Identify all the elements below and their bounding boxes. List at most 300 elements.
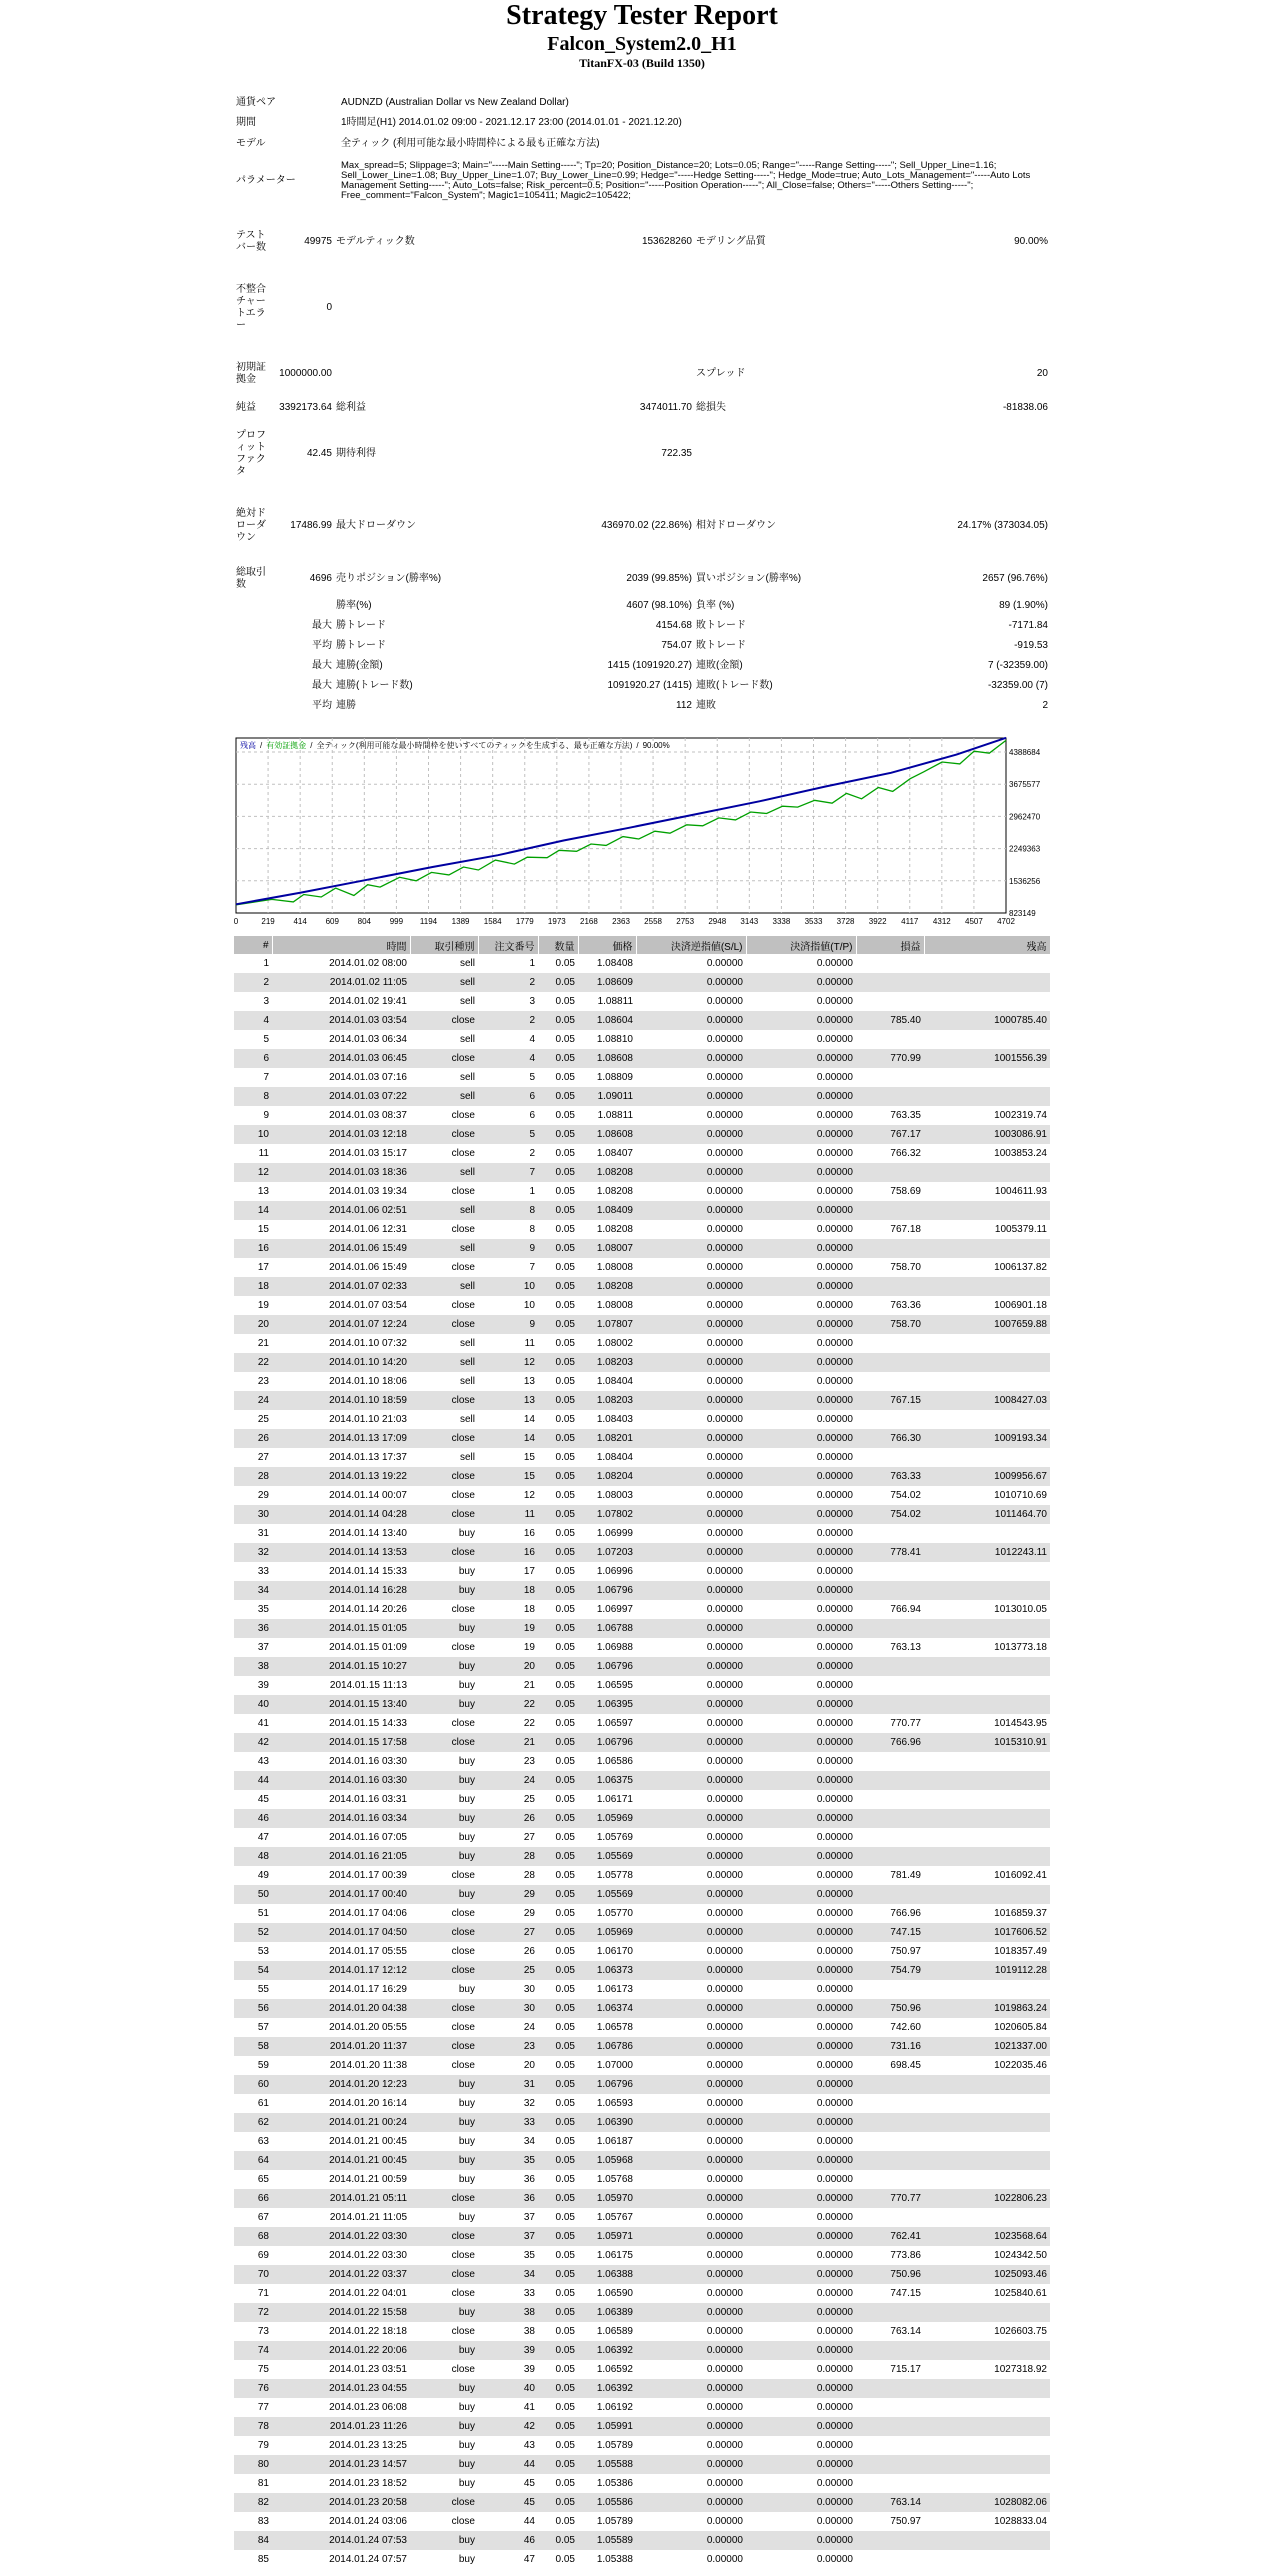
table-cell: 0.00000 — [746, 1087, 856, 1106]
table-cell: 24 — [234, 1391, 272, 1410]
table-cell: 0.05 — [538, 1049, 578, 1068]
table-cell: 6 — [478, 1087, 538, 1106]
table-cell: 1.08002 — [596, 1338, 633, 1349]
table-row — [234, 1581, 1050, 1600]
table-cell: 0.00000 — [636, 1391, 746, 1410]
table-cell — [924, 1239, 1050, 1258]
table-row — [234, 1524, 1050, 1543]
table-cell: 1.06988 — [596, 1642, 633, 1653]
table-cell: 1.06996 — [596, 1566, 633, 1577]
table-cell: 1.06592 — [596, 2364, 633, 2375]
table-cell: 25 — [478, 1961, 538, 1980]
table-cell: 2014.01.23 06:08 — [329, 2402, 407, 2413]
table-cell: 0.00000 — [746, 2455, 856, 2474]
table-cell: 0.00000 — [746, 1961, 856, 1980]
table-cell: 0.00000 — [816, 1566, 853, 1577]
table-cell: 0.00000 — [636, 1543, 746, 1562]
table-cell: 0.00000 — [636, 2493, 746, 2512]
table-cell: 0.00000 — [636, 2227, 746, 2246]
table-row — [234, 1695, 1050, 1714]
table-cell: 0.00000 — [706, 958, 743, 969]
table-cell — [924, 1334, 1050, 1353]
table-cell: 1.06392 — [578, 2379, 636, 2398]
table-cell: 747.15 — [856, 1923, 924, 1942]
table-cell: 2014.01.03 07:22 — [272, 1087, 410, 1106]
table-cell: sell — [410, 1163, 478, 1182]
table-cell — [856, 1410, 924, 1429]
table-cell: 1.06578 — [596, 2022, 633, 2033]
trades-value: 4696 — [309, 573, 332, 584]
table-cell: 43 — [257, 1756, 269, 1767]
table-cell: 0.00000 — [706, 2250, 743, 2261]
table-cell: 0.05 — [538, 1163, 578, 1182]
table-cell: 21 — [478, 1733, 538, 1752]
table-cell: 0.00000 — [636, 1885, 746, 1904]
table-cell: 1001556.39 — [924, 1049, 1050, 1068]
table-cell: buy — [410, 2303, 478, 2322]
table-cell: 0.05 — [538, 2037, 578, 2056]
table-cell: 35 — [257, 1604, 269, 1615]
x-tick-label: 2948 — [708, 917, 727, 926]
table-cell: 1.05970 — [578, 2189, 636, 2208]
table-cell: 0.00000 — [706, 1604, 743, 1615]
table-cell: 47 — [523, 2554, 535, 2565]
table-cell: 8 — [234, 1087, 272, 1106]
table-row — [234, 1182, 1050, 1201]
table-cell: 2014.01.15 01:05 — [272, 1619, 410, 1638]
table-cell: 0.05 — [555, 2098, 575, 2109]
table-cell: sell — [459, 1034, 475, 1045]
table-cell: 60 — [234, 2075, 272, 2094]
table-cell: 2014.01.23 03:51 — [329, 2364, 407, 2375]
table-cell: 17 — [257, 1262, 269, 1273]
table-cell: 0.00000 — [816, 1680, 853, 1691]
table-cell: 2014.01.03 06:34 — [329, 1034, 407, 1045]
table-cell: 1009956.67 — [924, 1467, 1050, 1486]
table-cell: 84 — [234, 2531, 272, 2550]
table-cell: 0.05 — [555, 996, 575, 1007]
table-cell: 0.00000 — [636, 1087, 746, 1106]
table-cell: 2014.01.14 15:33 — [329, 1566, 407, 1577]
table-cell: 763.14 — [890, 2326, 921, 2337]
table-cell — [856, 1087, 924, 1106]
table-cell: 1.06192 — [596, 2402, 633, 2413]
table-cell: 32 — [523, 2098, 535, 2109]
table-cell — [856, 2113, 924, 2132]
table-cell — [924, 1524, 1050, 1543]
x-tick-label: 2363 — [612, 917, 630, 926]
table-cell — [856, 1353, 924, 1372]
table-row — [234, 2341, 1050, 2360]
table-cell: 781.49 — [890, 1870, 921, 1881]
table-cell: 34 — [523, 2136, 535, 2147]
table-cell: 2014.01.14 13:53 — [272, 1543, 410, 1562]
table-cell: 0.05 — [555, 2174, 575, 2185]
quality-label: モデリング品質 — [696, 236, 766, 247]
ticks-label: モデルティック数 — [336, 236, 415, 247]
table-cell: 15 — [523, 1452, 535, 1463]
table-cell — [856, 2436, 924, 2455]
table-cell: 23 — [478, 2037, 538, 2056]
table-cell: 1.06388 — [578, 2265, 636, 2284]
table-cell: 38 — [478, 2303, 538, 2322]
table-cell: 11 — [478, 1505, 538, 1524]
table-cell: buy — [458, 1528, 475, 1539]
table-cell: 41 — [257, 1718, 269, 1729]
table-cell: 747.15 — [890, 2288, 921, 2299]
table-cell: 40 — [478, 2379, 538, 2398]
table-row — [234, 954, 1050, 973]
table-cell: 0.05 — [538, 1581, 578, 1600]
table-cell — [924, 2550, 1050, 2569]
table-cell: close — [410, 1049, 478, 1068]
long-value: 2657 (96.76%) — [982, 573, 1048, 584]
table-cell: 0.05 — [538, 1695, 578, 1714]
table-cell: 0.00000 — [636, 1809, 746, 1828]
table-cell: 0.05 — [555, 1984, 575, 1995]
table-cell: 36 — [523, 2174, 535, 2185]
table-cell: close — [451, 2516, 475, 2527]
table-cell: 37 — [478, 2227, 538, 2246]
table-cell: 2014.01.15 01:09 — [329, 1642, 407, 1653]
table-cell: 766.96 — [890, 1908, 921, 1919]
table-cell: 758.69 — [890, 1186, 921, 1197]
lossrate-label: 負率 (%) — [696, 600, 735, 611]
table-cell: 1.05569 — [578, 1847, 636, 1866]
deals-header-row — [234, 936, 1050, 954]
table-cell: 1.05969 — [578, 1809, 636, 1828]
table-cell: 0.05 — [538, 1505, 578, 1524]
table-cell: 0.05 — [555, 1908, 575, 1919]
table-cell: 23 — [523, 1756, 535, 1767]
table-row — [234, 1144, 1050, 1163]
x-tick-label: 219 — [261, 917, 275, 926]
table-cell: 0.00000 — [706, 1756, 743, 1767]
table-cell: 0.05 — [555, 1148, 575, 1159]
table-cell: 27 — [257, 1452, 269, 1463]
table-cell: 0.00000 — [706, 1528, 743, 1539]
table-cell: buy — [458, 2136, 475, 2147]
table-cell: buy — [410, 1847, 478, 1866]
table-cell: sell — [459, 1376, 475, 1387]
table-cell: 3 — [263, 996, 269, 1007]
table-cell: sell — [459, 958, 475, 969]
table-cell: 0.00000 — [706, 1376, 743, 1387]
table-cell: 1.05991 — [578, 2417, 636, 2436]
table-cell: 0.00000 — [746, 2113, 856, 2132]
table-cell: 0.05 — [555, 2326, 575, 2337]
table-cell: 75 — [257, 2364, 269, 2375]
table-cell: close — [451, 2364, 475, 2375]
table-cell: 43 — [523, 2440, 535, 2451]
x-tick-label: 3143 — [740, 917, 759, 926]
table-cell: 1.05969 — [578, 1923, 636, 1942]
x-tick-label: 1779 — [515, 917, 534, 926]
win-trade-label: 勝トレード — [336, 640, 386, 651]
table-cell: 38 — [234, 1657, 272, 1676]
table-cell: 1.06187 — [596, 2136, 633, 2147]
table-cell: 8 — [529, 1224, 535, 1235]
table-cell: close — [410, 1543, 478, 1562]
table-cell: 18 — [478, 1581, 538, 1600]
table-row — [234, 2493, 1050, 2512]
table-cell: 18 — [523, 1604, 535, 1615]
table-cell: 0.00000 — [746, 1809, 856, 1828]
table-cell: 0.05 — [538, 1961, 578, 1980]
table-cell: 1022806.23 — [924, 2189, 1050, 2208]
table-cell: 0.00000 — [816, 2212, 853, 2223]
table-cell: 758.70 — [856, 1315, 924, 1334]
table-cell: 762.41 — [856, 2227, 924, 2246]
column-header: 時間 — [272, 936, 410, 954]
table-row — [234, 2303, 1050, 2322]
table-cell: 52 — [234, 1923, 272, 1942]
table-cell: close — [451, 1870, 475, 1881]
table-cell: 0.05 — [538, 1885, 578, 1904]
table-cell: 15 — [257, 1224, 269, 1235]
table-cell: 1 — [529, 1186, 535, 1197]
table-cell: 2014.01.14 00:07 — [329, 1490, 407, 1501]
table-cell: 14 — [523, 1414, 535, 1425]
table-cell: 1.05971 — [578, 2227, 636, 2246]
table-cell: close — [410, 1961, 478, 1980]
table-cell: 0.00000 — [706, 1642, 743, 1653]
table-cell: 0.00000 — [706, 1110, 743, 1121]
table-cell: 6 — [529, 1110, 535, 1121]
stats-table — [234, 218, 1050, 716]
table-cell — [856, 1562, 924, 1581]
table-cell — [924, 1847, 1050, 1866]
table-cell: 0.05 — [538, 1543, 578, 1562]
table-cell: 0.05 — [538, 1619, 578, 1638]
table-cell: 2014.01.22 04:01 — [329, 2288, 407, 2299]
table-cell: 1010710.69 — [994, 1490, 1047, 1501]
table-cell: 65 — [257, 2174, 269, 2185]
table-cell: 67 — [257, 2212, 269, 2223]
table-cell: 0.00000 — [706, 1224, 743, 1235]
table-cell: 2014.01.03 19:34 — [329, 1186, 407, 1197]
table-cell: 2014.01.02 08:00 — [329, 958, 407, 969]
table-cell: 0.00000 — [746, 2341, 856, 2360]
table-cell: 0.00000 — [816, 996, 853, 1007]
table-cell: 1016092.41 — [994, 1870, 1047, 1881]
table-cell: buy — [458, 2478, 475, 2489]
table-row — [234, 1106, 1050, 1125]
table-cell: 70 — [234, 2265, 272, 2284]
table-cell: 766.96 — [856, 1733, 924, 1752]
table-cell: 2014.01.03 18:36 — [272, 1163, 410, 1182]
table-row — [234, 1220, 1050, 1239]
table-cell: 2014.01.22 18:18 — [329, 2326, 407, 2337]
table-row — [234, 1049, 1050, 1068]
table-cell: 2 — [529, 1148, 535, 1159]
table-cell — [856, 1334, 924, 1353]
table-cell: 1.06173 — [596, 1984, 633, 1995]
table-cell: close — [410, 1999, 478, 2018]
table-cell: 0.05 — [538, 1011, 578, 1030]
table-cell: 0.05 — [538, 2455, 578, 2474]
table-cell: 0.00000 — [636, 2417, 746, 2436]
table-cell: 0.00000 — [816, 1186, 853, 1197]
table-cell: 0.05 — [538, 2189, 578, 2208]
table-cell: 69 — [257, 2250, 269, 2261]
table-cell: 0.00000 — [636, 2531, 746, 2550]
x-tick-label: 3533 — [804, 917, 823, 926]
table-cell: 13 — [478, 1391, 538, 1410]
deals-section — [234, 936, 1050, 2569]
table-cell: 2014.01.13 17:37 — [329, 1452, 407, 1463]
cons-win-amt-label: 連勝(金額) — [336, 660, 383, 671]
table-cell: 83 — [257, 2516, 269, 2527]
table-cell: close — [451, 1148, 475, 1159]
table-cell: 8 — [478, 1201, 538, 1220]
table-cell: 41 — [523, 2402, 535, 2413]
table-row — [234, 1562, 1050, 1581]
table-cell: 13 — [257, 1186, 269, 1197]
table-cell: 2014.01.23 11:26 — [272, 2417, 410, 2436]
table-cell — [924, 2474, 1050, 2493]
table-row — [234, 1201, 1050, 1220]
table-cell: 0.05 — [555, 1110, 575, 1121]
table-cell: 33 — [523, 2288, 535, 2299]
table-cell: close — [410, 1923, 478, 1942]
table-cell: 1.08203 — [578, 1353, 636, 1372]
table-cell: 0.00000 — [706, 1148, 743, 1159]
table-cell: 1.08604 — [578, 1011, 636, 1030]
table-cell: 0.05 — [538, 1999, 578, 2018]
table-cell: 72 — [234, 2303, 272, 2322]
lossrate-value: 89 (1.90%) — [999, 600, 1048, 611]
table-cell: close — [451, 1490, 475, 1501]
report-title: Strategy Tester Report — [506, 0, 778, 31]
table-cell: 2014.01.23 20:58 — [272, 2493, 410, 2512]
table-row — [234, 1942, 1050, 1961]
table-cell: 3 — [529, 996, 535, 1007]
table-cell: 767.15 — [856, 1391, 924, 1410]
table-cell: 0.00000 — [706, 1794, 743, 1805]
table-cell: 0.00000 — [706, 1414, 743, 1425]
table-cell: 17 — [523, 1566, 535, 1577]
table-cell: 2014.01.22 03:37 — [272, 2265, 410, 2284]
table-cell: 2014.01.21 00:45 — [329, 2136, 407, 2147]
table-cell — [856, 1828, 924, 1847]
table-cell: 18 — [234, 1277, 272, 1296]
table-cell: 1.06389 — [578, 2303, 636, 2322]
x-tick-label: 4702 — [997, 917, 1015, 926]
table-cell: 1.08208 — [596, 1224, 633, 1235]
table-cell: 0.00000 — [816, 2516, 853, 2527]
table-cell: 2014.01.16 03:30 — [272, 1771, 410, 1790]
table-cell: 26 — [523, 1946, 535, 1957]
table-cell: 1.06786 — [578, 2037, 636, 2056]
table-cell: 1028833.04 — [994, 2516, 1047, 2527]
table-cell: 0.00000 — [636, 1619, 746, 1638]
table-cell: 0.00000 — [706, 1262, 743, 1273]
table-cell — [924, 2341, 1050, 2360]
table-cell: 0.00000 — [816, 2478, 853, 2489]
table-cell: 30 — [234, 1505, 272, 1524]
table-cell: 0.00000 — [706, 1338, 743, 1349]
table-cell: 2014.01.20 12:23 — [272, 2075, 410, 2094]
table-row — [234, 1866, 1050, 1885]
table-cell: 50 — [234, 1885, 272, 1904]
table-cell: 40 — [234, 1695, 272, 1714]
table-cell: 0.00000 — [636, 1011, 746, 1030]
table-cell: 0.00000 — [636, 1581, 746, 1600]
table-cell: 1013773.18 — [994, 1642, 1047, 1653]
table-cell: 0.00000 — [706, 2516, 743, 2527]
table-cell: 750.96 — [856, 2265, 924, 2284]
table-cell: 23 — [257, 1376, 269, 1387]
table-cell: 4 — [234, 1011, 272, 1030]
table-cell: 1026603.75 — [994, 2326, 1047, 2337]
table-cell: 2014.01.17 16:29 — [329, 1984, 407, 1995]
deals-body — [234, 954, 1050, 2569]
table-cell: 0.00000 — [706, 1680, 743, 1691]
table-row — [234, 2170, 1050, 2189]
table-cell: 0.05 — [538, 2265, 578, 2284]
table-cell: 766.30 — [856, 1429, 924, 1448]
quality-value: 90.00% — [1014, 236, 1048, 247]
table-cell: 37 — [257, 1642, 269, 1653]
table-cell: 0.00000 — [816, 2060, 853, 2071]
table-cell: 25 — [523, 1794, 535, 1805]
table-cell: 1.08404 — [596, 1452, 633, 1463]
table-row — [234, 1486, 1050, 1505]
table-cell: 1.08003 — [596, 1490, 633, 1501]
table-cell: 2014.01.15 10:27 — [272, 1657, 410, 1676]
payoff-label: 期待利得 — [336, 448, 376, 459]
table-cell — [856, 2132, 924, 2151]
column-header: 残高 — [924, 936, 1050, 954]
table-cell: 1.05586 — [578, 2493, 636, 2512]
table-cell: 1.06175 — [596, 2250, 633, 2261]
table-cell: close — [410, 1391, 478, 1410]
column-header: 価格 — [578, 936, 636, 954]
table-cell: 85 — [257, 2554, 269, 2565]
avg-label: 平均 — [312, 700, 332, 711]
table-cell — [924, 1353, 1050, 1372]
table-cell: buy — [410, 1809, 478, 1828]
table-cell: 2014.01.13 19:22 — [272, 1467, 410, 1486]
table-cell: 71 — [257, 2288, 269, 2299]
table-cell: 758.70 — [890, 1262, 921, 1273]
x-tick-label: 414 — [293, 917, 307, 926]
table-cell: 0.00000 — [636, 2113, 746, 2132]
table-row — [234, 1315, 1050, 1334]
table-cell: 2014.01.15 13:40 — [272, 1695, 410, 1714]
table-row — [234, 1448, 1050, 1467]
table-row — [234, 2132, 1050, 2151]
table-row — [234, 2018, 1050, 2037]
table-cell: close — [451, 1300, 475, 1311]
table-row — [234, 1505, 1050, 1524]
balance-chart — [234, 736, 1050, 930]
table-cell: 0.05 — [538, 1809, 578, 1828]
table-cell: 754.02 — [856, 1505, 924, 1524]
table-cell — [924, 2151, 1050, 2170]
table-cell: 1015310.91 — [924, 1733, 1050, 1752]
table-cell: 2014.01.06 12:31 — [329, 1224, 407, 1235]
table-cell: 5 — [263, 1034, 269, 1045]
table-cell: close — [451, 1262, 475, 1273]
table-cell: 0.00000 — [816, 2554, 853, 2565]
cons-win-cnt-value: 1091920.27 (1415) — [607, 680, 692, 691]
table-cell: sell — [410, 1239, 478, 1258]
table-cell: 750.97 — [890, 1946, 921, 1957]
gross-loss-label: 総損失 — [696, 402, 726, 413]
table-cell: 49 — [257, 1870, 269, 1881]
